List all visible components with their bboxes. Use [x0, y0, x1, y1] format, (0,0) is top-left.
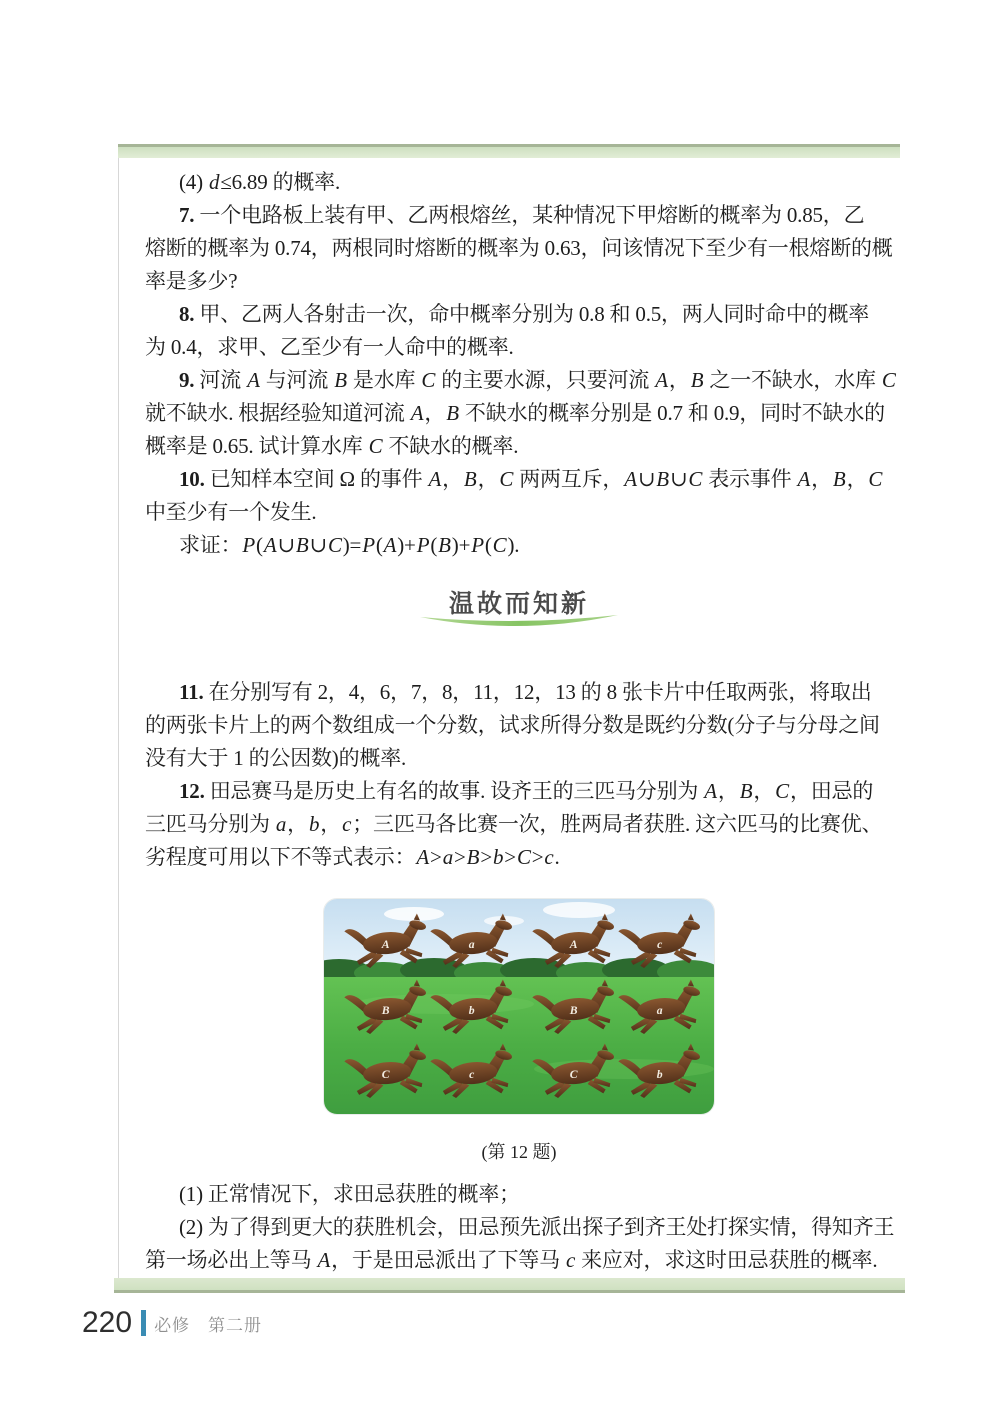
horse-label: c — [657, 937, 663, 951]
review-badge-label: 温故而知新 — [448, 590, 589, 618]
text-line: 11. 在分别写有 2，4，6，7，8，11，12，13 的 8 张卡片中任取两张，将取出 — [179, 680, 872, 704]
problems-block-bottom — [145, 1178, 893, 1277]
text-line: 概率是 0.65. 试计算水库 C 不缺水的概率. — [145, 434, 519, 458]
text-line: 第一场必出上等马 A，于是田忌派出了下等马 c 来应对，求这时田忌获胜的概率. — [145, 1248, 878, 1272]
horse-label: a — [468, 937, 475, 951]
horse-label: B — [569, 1003, 578, 1017]
text-line: 没有大于 1 的公因数)的概率. — [145, 746, 407, 770]
text-line: 的两张卡片上的两个数组成一个分数，试求所得分数是既约分数(分子与分母之间 — [145, 713, 880, 737]
text-line: 12. 田忌赛马是历史上有名的故事. 设齐王的三匹马分别为 A，B，C，田忌的 — [179, 779, 874, 803]
problems-block-middle — [145, 676, 893, 874]
horses-illustration — [323, 898, 715, 1115]
text-line: 9. 河流 A 与河流 B 是水库 C 的主要水源，只要河流 A，B 之一不缺水，水库 C — [179, 368, 896, 392]
page-content — [145, 160, 896, 1277]
horse-label: a — [656, 1003, 663, 1017]
horse-label: c — [469, 1067, 475, 1081]
text-line: 熔断的概率为 0.74，两根同时熔断的概率为 0.63，问该情况下至少有一根熔断的概 — [145, 236, 893, 260]
text-line: (2) 为了得到更大的获胜机会，田忌预先派出探子到齐王处打探实情，得知齐王 — [179, 1215, 895, 1239]
text-line: 就不缺水. 根据经验知道河流 A，B 不缺水的概率分别是 0.7 和 0.9，同时不缺水的 — [145, 401, 885, 425]
text-line: 10. 已知样本空间 Ω 的事件 A，B，C 两两互斥，A∪B∪C 表示事件 A，B，C — [179, 467, 883, 491]
text-line: 劣程度可用以下不等式表示：A>a>B>b>C>c. — [145, 845, 560, 869]
text-line: 8. 甲、乙两人各射击一次，命中概率分别为 0.8 和 0.5，两人同时命中的概率 — [179, 302, 870, 326]
text-line: 率是多少? — [145, 269, 238, 293]
top-accent-bar — [118, 144, 900, 158]
page-footer — [82, 1306, 262, 1340]
horse-label: C — [381, 1067, 390, 1081]
text-line: 求证：P(A∪B∪C)=P(A)+P(B)+P(C). — [179, 533, 520, 557]
book-label: 必修 第二册 — [154, 1315, 263, 1335]
horse-label: A — [569, 937, 578, 951]
horse-label: C — [569, 1067, 578, 1081]
text-line: (4) d≤6.89 的概率. — [179, 170, 341, 194]
horse-label: B — [381, 1003, 390, 1017]
text-line: 为 0.4，求甲、乙至少有一人命中的概率. — [145, 335, 514, 359]
horse-label: A — [381, 937, 390, 951]
problems-block-top — [145, 160, 896, 562]
page-number: 220 — [82, 1306, 133, 1339]
figure-caption: (第 12 题) — [481, 1142, 557, 1162]
left-page-rule — [118, 158, 119, 1278]
figure-wrap — [145, 898, 893, 1164]
text-line: 三匹马分别为 a，b，c；三匹马各比赛一次，胜两局者获胜. 这六匹马的比赛优、 — [145, 812, 883, 836]
text-line: (1) 正常情况下，求田忌获胜的概率； — [179, 1182, 520, 1206]
review-badge — [145, 576, 893, 660]
text-line: 7. 一个电路板上装有甲、乙两根熔丝，某种情况下甲熔断的概率为 0.85，乙 — [179, 203, 865, 227]
footer-accent-bar — [141, 1310, 146, 1336]
bottom-accent-bar — [114, 1278, 905, 1293]
horse-label: b — [468, 1003, 475, 1017]
horse-label: b — [656, 1067, 663, 1081]
text-line: 中至少有一个发生. — [145, 500, 317, 524]
cloud-icon — [384, 907, 444, 921]
